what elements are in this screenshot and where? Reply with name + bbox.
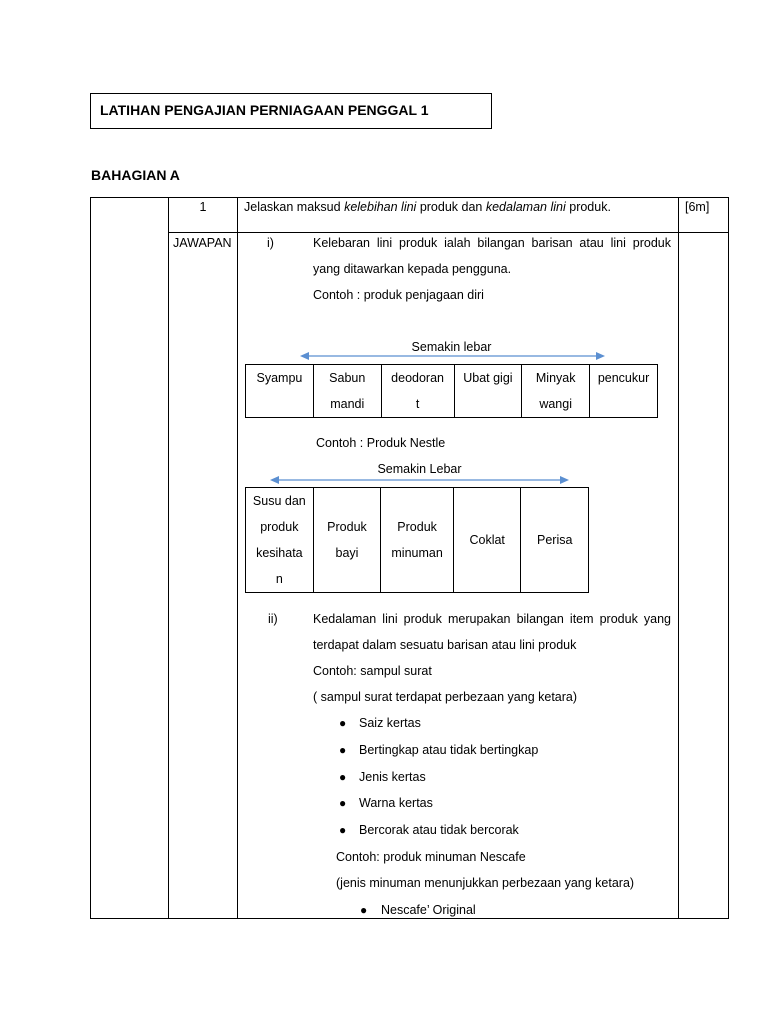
part-i-line-2: yang ditawarkan kepada pengguna. bbox=[313, 262, 512, 276]
question-number: 1 bbox=[199, 200, 207, 214]
bullet-item: Bertingkap atau tidak bertingkap bbox=[359, 743, 539, 757]
part-ii-line-2: terdapat dalam sesuatu barisan atau lini produk bbox=[313, 638, 577, 652]
part-i-example: Contoh : produk penjagaan diri bbox=[313, 288, 484, 302]
bullet-icon: ● bbox=[339, 743, 347, 757]
page-title: LATIHAN PENGAJIAN PERNIAGAAN PENGGAL 1 bbox=[90, 93, 492, 129]
answer-label: JAWAPAN bbox=[173, 236, 232, 250]
bullet-item: Jenis kertas bbox=[359, 770, 426, 784]
arrow-2-label: Semakin Lebar bbox=[377, 462, 462, 476]
part-ii-note-2: (jenis minuman menunjukkan perbezaan yang ketara) bbox=[336, 876, 635, 890]
table-1-cell: Minyak wangi bbox=[522, 365, 590, 418]
part-ii-note: ( sampul surat terdapat perbezaan yang ketara) bbox=[313, 690, 578, 704]
question-text: Jelaskan maksud kelebihan lini produk dan kedalaman lini produk. bbox=[244, 200, 611, 214]
bullet-item: Nescafe’ Original bbox=[381, 903, 476, 917]
table-1-cell: deodoran t bbox=[381, 365, 454, 418]
table-1-cell: Syampu bbox=[246, 365, 314, 418]
table-2-cell: Produk minuman bbox=[381, 488, 454, 593]
table-1-cell: Ubat gigi bbox=[454, 365, 522, 418]
bullet-item: Bercorak atau tidak bercorak bbox=[359, 823, 519, 837]
part-ii-example: Contoh: sampul surat bbox=[313, 664, 432, 678]
product-width-table-1 bbox=[245, 364, 658, 418]
bullet-item: Warna kertas bbox=[359, 796, 433, 810]
double-arrow-1 bbox=[300, 350, 605, 362]
bullet-icon: ● bbox=[339, 770, 347, 784]
table-2-cell: Produk bayi bbox=[313, 488, 381, 593]
arrow-1-label: Semakin lebar bbox=[411, 340, 492, 354]
bullet-icon: ● bbox=[339, 796, 347, 810]
bullet-icon: ● bbox=[360, 903, 368, 917]
section-heading: BAHAGIAN A bbox=[91, 167, 180, 183]
part-ii-label: ii) bbox=[268, 612, 278, 626]
bullet-icon: ● bbox=[339, 823, 347, 837]
part-i-label: i) bbox=[267, 236, 274, 250]
bullet-item: Saiz kertas bbox=[359, 716, 421, 730]
table-1-cell: pencukur bbox=[590, 365, 658, 418]
table-1-cell: Sabun mandi bbox=[313, 365, 381, 418]
bullet-icon: ● bbox=[339, 716, 347, 730]
table-2-cell: Coklat bbox=[453, 488, 521, 593]
part-i-line-1: Kelebaran lini produk ialah bilangan barisan atau lini produk bbox=[313, 236, 671, 250]
double-arrow-2 bbox=[270, 474, 569, 486]
table-2-cell: Perisa bbox=[521, 488, 589, 593]
part-i-example-2: Contoh : Produk Nestle bbox=[316, 436, 446, 450]
marks-label: [6m] bbox=[685, 200, 710, 214]
table-2-cell: Susu dan produk kesihata n bbox=[246, 488, 314, 593]
part-ii-line-1: Kedalaman lini produk merupakan bilangan item produk yang bbox=[313, 612, 671, 626]
part-ii-example-2: Contoh: produk minuman Nescafe bbox=[336, 850, 526, 864]
product-width-table-2 bbox=[245, 487, 589, 593]
